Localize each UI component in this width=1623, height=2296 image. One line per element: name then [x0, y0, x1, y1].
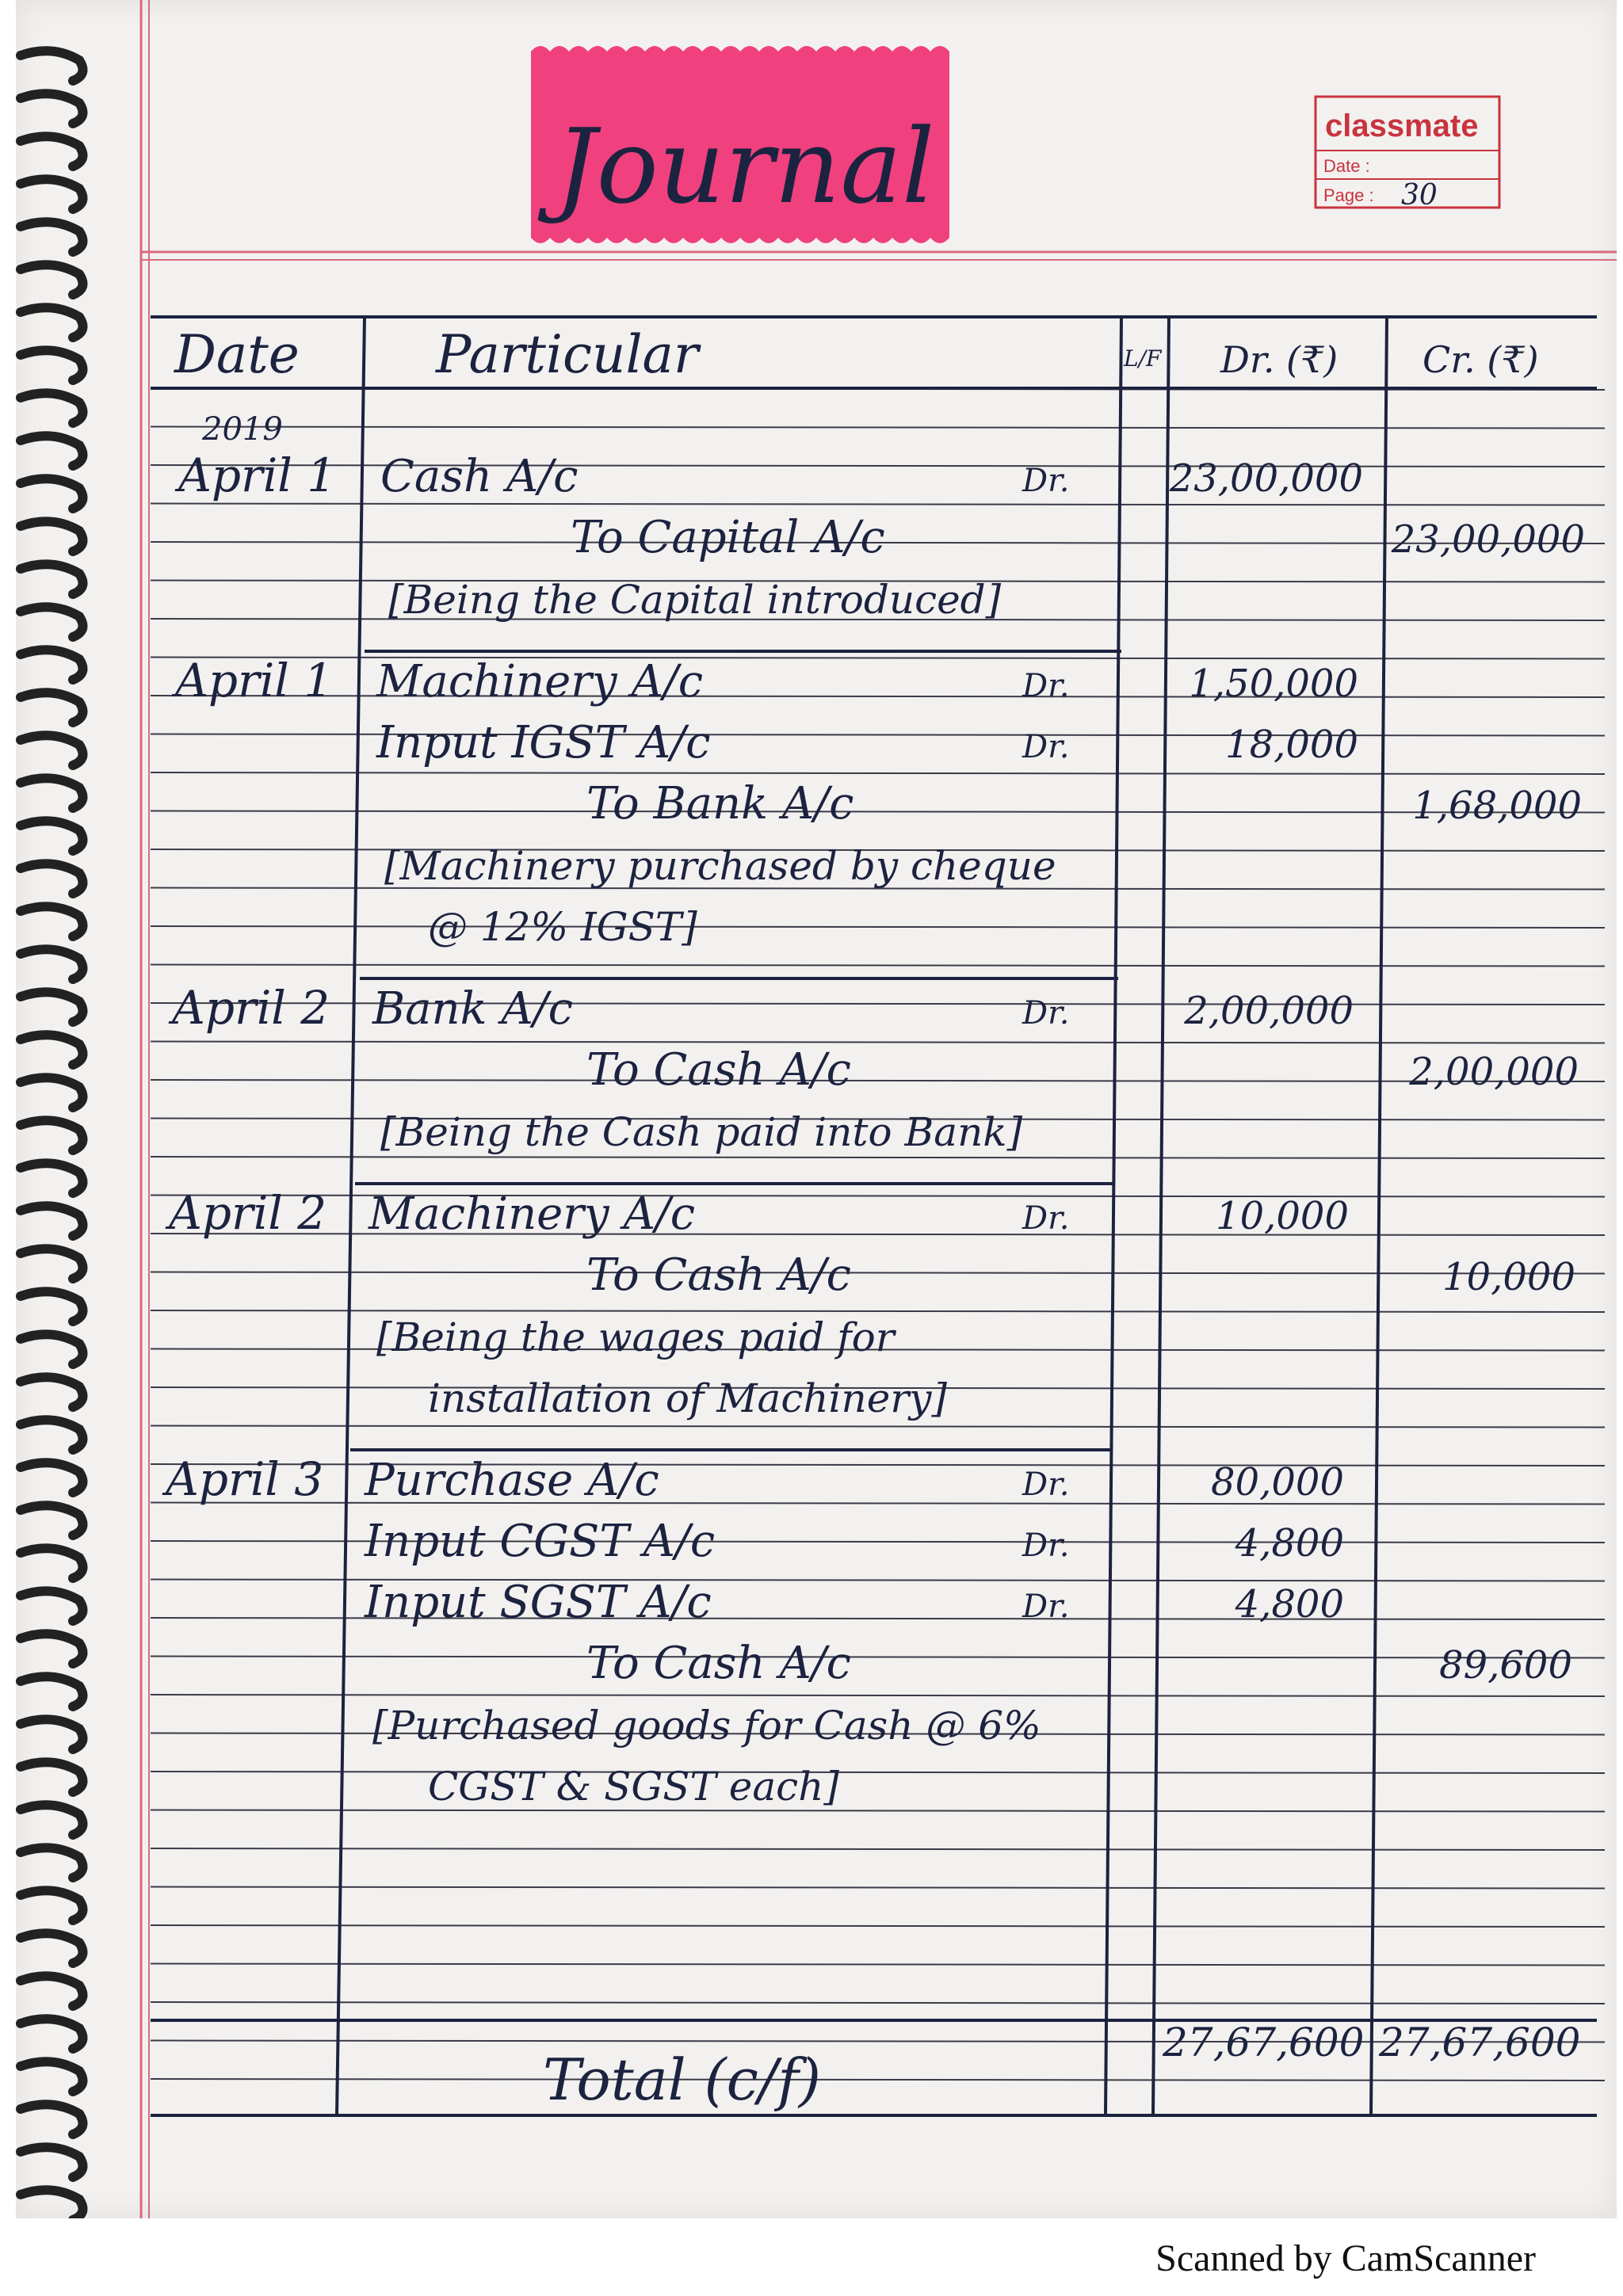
- spiral-ring: [21, 521, 83, 551]
- page-heading: Journal: [555, 106, 935, 227]
- debit-account: Machinery A/c: [369, 1188, 696, 1240]
- page-number: 30: [1401, 179, 1438, 212]
- spiral-ring: [21, 992, 83, 1022]
- ruled-line: [151, 1426, 1605, 1428]
- spiral-ring: [21, 93, 83, 124]
- ruled-line: [151, 1042, 1605, 1043]
- credit-amount: 10,000: [1442, 1255, 1575, 1299]
- credit-account: To Cash A/c: [586, 1044, 852, 1096]
- debit-amount: 4,800: [1235, 1582, 1344, 1627]
- ruled-line: [151, 1887, 1605, 1889]
- spiral-ring: [21, 1334, 83, 1364]
- col-divider-particulars: [1106, 317, 1121, 2115]
- spiral-binding: [21, 51, 83, 2218]
- credit-account: To Cash A/c: [586, 1249, 852, 1301]
- credit-amount: 2,00,000: [1409, 1050, 1579, 1094]
- total-cr: 27,67,600: [1379, 2019, 1581, 2065]
- journal-entry: [162, 1452, 1572, 1810]
- narration-line: [Being the wages paid for: [376, 1314, 895, 1360]
- entry-date: April 1: [175, 654, 334, 707]
- entry-date: April 3: [166, 1452, 324, 1506]
- spiral-ring: [21, 821, 83, 851]
- ruled-line: [151, 658, 1605, 659]
- spiral-ring: [21, 1035, 83, 1065]
- heading-banner: [531, 46, 949, 243]
- debit-account: Purchase A/c: [365, 1455, 659, 1506]
- debit-account: Cash A/c: [380, 451, 579, 502]
- spiral-ring: [21, 265, 83, 295]
- col-divider-date: [337, 317, 365, 2115]
- debit-amount: 4,800: [1235, 1521, 1344, 1566]
- spiral-ring: [21, 607, 83, 637]
- scanner-watermark: Scanned by CamScanner: [1155, 2237, 1536, 2279]
- spiral-ring: [21, 1163, 83, 1193]
- credit-account: To Bank A/c: [586, 778, 854, 830]
- total-label: Total (c/f): [543, 2046, 821, 2113]
- debit-amount: 80,000: [1211, 1460, 1344, 1505]
- spiral-ring: [21, 1676, 83, 1707]
- ruled-line: [151, 2002, 1605, 2004]
- debit-account: Input CGST A/c: [365, 1516, 716, 1567]
- ruled-line: [151, 1157, 1605, 1158]
- spiral-ring: [21, 949, 83, 979]
- debit-amount: 18,000: [1225, 723, 1358, 767]
- narration-line: [Being the Cash paid into Bank]: [380, 1109, 1023, 1155]
- spiral-ring: [21, 1463, 83, 1493]
- credit-amount: 23,00,000: [1391, 517, 1585, 562]
- dr-tag: Dr.: [1022, 1589, 1070, 1625]
- narration-line: @ 12% IGST]: [428, 904, 697, 950]
- journal-entry: [168, 981, 1579, 1184]
- ruled-line: [151, 926, 1605, 928]
- spiral-ring: [21, 1505, 83, 1535]
- journal-sheet: [16, 0, 1617, 2218]
- spiral-ring: [21, 906, 83, 936]
- ruled-line: [151, 2079, 1605, 2081]
- ruled-line: [151, 1772, 1605, 1773]
- ruled-line: [151, 811, 1605, 813]
- ruled-line: [151, 1310, 1605, 1312]
- entry-date: April 2: [172, 981, 330, 1035]
- debit-account: Bank A/c: [372, 983, 574, 1035]
- ruled-line: [151, 772, 1605, 774]
- spiral-ring: [21, 1719, 83, 1749]
- spiral-ring: [21, 1848, 83, 1878]
- dr-tag: Dr.: [1022, 1527, 1070, 1564]
- ruled-line: [151, 1080, 1605, 1081]
- credit-amount: 89,600: [1439, 1643, 1572, 1688]
- spiral-ring: [21, 564, 83, 594]
- narration-line: [Being the Capital introduced]: [388, 577, 1002, 623]
- spiral-ring: [21, 1420, 83, 1450]
- spiral-ring: [21, 1206, 83, 1236]
- dr-tag: Dr.: [1022, 729, 1070, 765]
- dr-tag: Dr.: [1022, 668, 1070, 704]
- col-divider-dr: [1371, 317, 1387, 2115]
- spiral-ring: [21, 1634, 83, 1664]
- col-divider-lf: [1153, 317, 1169, 2115]
- credit-account: To Capital A/c: [571, 512, 885, 563]
- narration-line: [Machinery purchased by cheque: [384, 843, 1056, 889]
- spiral-ring: [21, 1548, 83, 1578]
- header-dr: Dr. (₹): [1220, 338, 1338, 381]
- spiral-ring: [21, 1377, 83, 1407]
- brand-date-label: Date :: [1323, 156, 1370, 176]
- spiral-ring: [21, 2019, 83, 2049]
- credit-account: To Cash A/c: [586, 1638, 852, 1689]
- debit-account: Machinery A/c: [376, 656, 704, 707]
- year-label: 2019: [202, 411, 283, 448]
- spiral-ring: [21, 307, 83, 338]
- narration-line: [Purchased goods for Cash @ 6%: [372, 1703, 1041, 1749]
- debit-amount: 1,50,000: [1189, 662, 1358, 706]
- dr-tag: Dr.: [1022, 463, 1070, 499]
- debit-amount: 23,00,000: [1169, 456, 1363, 501]
- credit-amount: 1,68,000: [1412, 784, 1582, 828]
- spiral-ring: [21, 1890, 83, 1920]
- brand-box: [1316, 97, 1499, 212]
- spiral-ring: [21, 1120, 83, 1150]
- entry-date: April 2: [169, 1186, 327, 1240]
- spiral-ring: [21, 2147, 83, 2177]
- debit-amount: 2,00,000: [1184, 989, 1354, 1033]
- total-dr: 27,67,600: [1163, 2019, 1365, 2065]
- header-date: Date: [174, 324, 300, 385]
- spiral-ring: [21, 179, 83, 209]
- debit-amount: 10,000: [1216, 1194, 1349, 1238]
- spiral-ring: [21, 436, 83, 466]
- ruled-line: [151, 1848, 1605, 1850]
- total-row: [543, 2019, 1580, 2113]
- journal-entry: [171, 654, 1582, 978]
- narration-line: installation of Machinery]: [428, 1375, 947, 1421]
- entry-date: April 1: [178, 448, 337, 502]
- notebook-page: [16, 0, 1617, 2218]
- spiral-ring: [21, 2061, 83, 2092]
- ruled-line: [151, 1810, 1605, 1812]
- spiral-ring: [21, 692, 83, 723]
- ruled-line: [151, 1272, 1605, 1274]
- spiral-ring: [21, 2190, 83, 2218]
- spiral-ring: [21, 1591, 83, 1621]
- journal-entry: [165, 1186, 1575, 1450]
- header-particulars: Particular: [436, 324, 699, 385]
- ruled-line: [151, 1657, 1605, 1658]
- ruled-line: [151, 1964, 1605, 1966]
- spiral-ring: [21, 393, 83, 423]
- debit-account: Input SGST A/c: [365, 1577, 712, 1628]
- journal-entries: [162, 448, 1585, 1810]
- spiral-ring: [21, 1291, 83, 1322]
- ruled-line: [151, 965, 1605, 967]
- spiral-ring: [21, 1933, 83, 1963]
- ruled-line: [151, 696, 1605, 697]
- spiral-ring: [21, 350, 83, 380]
- brand-name: classmate: [1325, 109, 1479, 143]
- spiral-ring: [21, 136, 83, 166]
- spiral-ring: [21, 1762, 83, 1792]
- header-cr: Cr. (₹): [1423, 338, 1539, 381]
- ruled-line: [151, 1925, 1605, 1927]
- dr-tag: Dr.: [1022, 1200, 1070, 1237]
- table-header: [174, 324, 1539, 448]
- spiral-ring: [21, 1249, 83, 1279]
- header-lf: L/F: [1124, 345, 1162, 372]
- spiral-ring: [21, 1077, 83, 1108]
- dr-tag: Dr.: [1022, 995, 1070, 1032]
- ruled-line: [151, 734, 1605, 736]
- debit-account: Input IGST A/c: [376, 717, 711, 769]
- spiral-ring: [21, 51, 83, 81]
- dr-tag: Dr.: [1022, 1466, 1070, 1503]
- spiral-ring: [21, 479, 83, 509]
- spiral-ring: [21, 650, 83, 680]
- spiral-ring: [21, 1976, 83, 2006]
- ruled-line: [151, 1003, 1605, 1005]
- spiral-ring: [21, 735, 83, 765]
- narration-line: CGST & SGST each]: [428, 1764, 839, 1810]
- spiral-ring: [21, 864, 83, 894]
- ruled-line: [151, 1695, 1605, 1696]
- spiral-ring: [21, 1805, 83, 1835]
- spiral-ring: [21, 778, 83, 808]
- spiral-ring: [21, 222, 83, 252]
- spiral-ring: [21, 2104, 83, 2134]
- brand-page-label: Page :: [1323, 185, 1374, 205]
